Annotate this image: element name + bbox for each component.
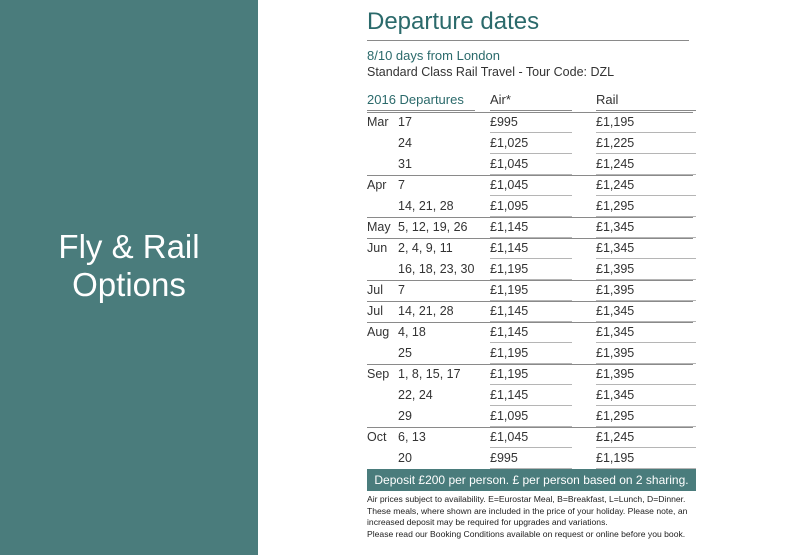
days-cell: 7 bbox=[398, 283, 405, 297]
table-row bbox=[367, 364, 697, 385]
rail-price-cell: £1,345 bbox=[596, 241, 635, 255]
days-cell: 31 bbox=[398, 157, 412, 171]
footnote-line: Please read our Booking Conditions available on request or online before you book. bbox=[367, 528, 686, 539]
footnote-line: These meals, where shown are included in the price of your holiday. Please note, an bbox=[367, 505, 688, 516]
air-price-cell: £1,145 bbox=[490, 220, 529, 234]
table-row bbox=[367, 259, 697, 280]
rail-price-cell: £1,395 bbox=[596, 262, 635, 276]
month-cell: Jul bbox=[367, 304, 383, 318]
days-cell: 29 bbox=[398, 409, 412, 423]
days-cell: 25 bbox=[398, 346, 412, 360]
month-cell: Oct bbox=[367, 430, 387, 444]
air-price-cell: £995 bbox=[490, 451, 518, 465]
days-cell: 7 bbox=[398, 178, 405, 192]
rail-price-cell: £1,395 bbox=[596, 283, 635, 297]
rail-price-cell: £1,345 bbox=[596, 325, 635, 339]
days-cell: 14, 21, 28 bbox=[398, 304, 454, 318]
month-cell: Apr bbox=[367, 178, 387, 192]
air-price-cell: £1,025 bbox=[490, 136, 529, 150]
days-cell: 5, 12, 19, 26 bbox=[398, 220, 468, 234]
days-cell: 6, 13 bbox=[398, 430, 426, 444]
table-row bbox=[367, 406, 697, 427]
rail-price-cell: £1,225 bbox=[596, 136, 635, 150]
footnotes bbox=[367, 494, 702, 540]
side-title bbox=[0, 228, 258, 304]
table-row bbox=[367, 301, 697, 322]
rail-price-cell: £1,345 bbox=[596, 220, 635, 234]
departure-table bbox=[367, 112, 697, 469]
days-cell: 24 bbox=[398, 136, 412, 150]
column-header-departures: 2016 Departures bbox=[367, 92, 475, 111]
month-cell: Sep bbox=[367, 367, 390, 381]
air-price-cell: £1,045 bbox=[490, 430, 529, 444]
air-price-cell: £1,145 bbox=[490, 304, 529, 318]
table-row bbox=[367, 343, 697, 364]
air-price-cell: £1,195 bbox=[490, 283, 529, 297]
rail-price-cell: £1,245 bbox=[596, 157, 635, 171]
table-row bbox=[367, 385, 697, 406]
table-row bbox=[367, 322, 697, 343]
rail-price-cell: £1,345 bbox=[596, 304, 635, 318]
table-row bbox=[367, 133, 697, 154]
days-cell: 17 bbox=[398, 115, 412, 129]
days-cell: 4, 18 bbox=[398, 325, 426, 339]
air-price-cell: £1,195 bbox=[490, 262, 529, 276]
air-price-cell: £1,145 bbox=[490, 388, 529, 402]
rail-price-cell: £1,395 bbox=[596, 346, 635, 360]
table-row bbox=[367, 154, 697, 175]
column-header-rail: Rail bbox=[596, 92, 696, 111]
rail-price-cell: £1,245 bbox=[596, 178, 635, 192]
tour-code-subtitle: Standard Class Rail Travel - Tour Code: DZL bbox=[367, 65, 615, 79]
rail-price-cell: £1,245 bbox=[596, 430, 635, 444]
table-row bbox=[367, 238, 697, 259]
side-panel bbox=[0, 0, 258, 555]
table-row bbox=[367, 427, 697, 448]
air-price-cell: £995 bbox=[490, 115, 518, 129]
days-cell: 16, 18, 23, 30 bbox=[398, 262, 475, 276]
month-cell: Jul bbox=[367, 283, 383, 297]
table-row bbox=[367, 217, 697, 238]
days-cell: 14, 21, 28 bbox=[398, 199, 454, 213]
air-price-cell: £1,195 bbox=[490, 367, 529, 381]
rail-price-cell: £1,295 bbox=[596, 409, 635, 423]
side-title-line2: Options bbox=[72, 266, 186, 303]
table-row bbox=[367, 280, 697, 301]
page-title: Departure dates bbox=[367, 8, 689, 41]
days-cell: 20 bbox=[398, 451, 412, 465]
table-row bbox=[367, 196, 697, 217]
days-cell: 1, 8, 15, 17 bbox=[398, 367, 461, 381]
month-cell: May bbox=[367, 220, 391, 234]
rail-price-cell: £1,345 bbox=[596, 388, 635, 402]
table-row bbox=[367, 175, 697, 196]
table-row bbox=[367, 112, 697, 133]
days-cell: 2, 4, 9, 11 bbox=[398, 241, 453, 255]
rail-price-cell: £1,195 bbox=[596, 115, 635, 129]
month-cell: Mar bbox=[367, 115, 389, 129]
air-price-cell: £1,195 bbox=[490, 346, 529, 360]
air-price-cell: £1,045 bbox=[490, 178, 529, 192]
column-header-air: Air* bbox=[490, 92, 572, 111]
footnote-line: increased deposit may be required for upgrades and variations. bbox=[367, 517, 608, 527]
side-title-line1: Fly & Rail bbox=[58, 228, 200, 265]
table-header bbox=[367, 92, 697, 112]
air-price-cell: £1,095 bbox=[490, 199, 529, 213]
month-cell: Aug bbox=[367, 325, 390, 339]
month-cell: Jun bbox=[367, 241, 388, 255]
air-price-cell: £1,145 bbox=[490, 325, 529, 339]
deposit-banner: Deposit £200 per person. £ per person based on 2 sharing. bbox=[367, 469, 696, 491]
table-row bbox=[367, 448, 697, 469]
air-price-cell: £1,095 bbox=[490, 409, 529, 423]
rail-price-cell: £1,195 bbox=[596, 451, 635, 465]
footnote-line: Air prices subject to availability. E=Eurostar Meal, B=Breakfast, L=Lunch, D=Dinner. bbox=[367, 494, 686, 504]
duration-subtitle: 8/10 days from London bbox=[367, 48, 500, 63]
rail-price-cell: £1,295 bbox=[596, 199, 635, 213]
rail-price-cell: £1,395 bbox=[596, 367, 635, 381]
days-cell: 22, 24 bbox=[398, 388, 433, 402]
air-price-cell: £1,145 bbox=[490, 241, 529, 255]
air-price-cell: £1,045 bbox=[490, 157, 529, 171]
